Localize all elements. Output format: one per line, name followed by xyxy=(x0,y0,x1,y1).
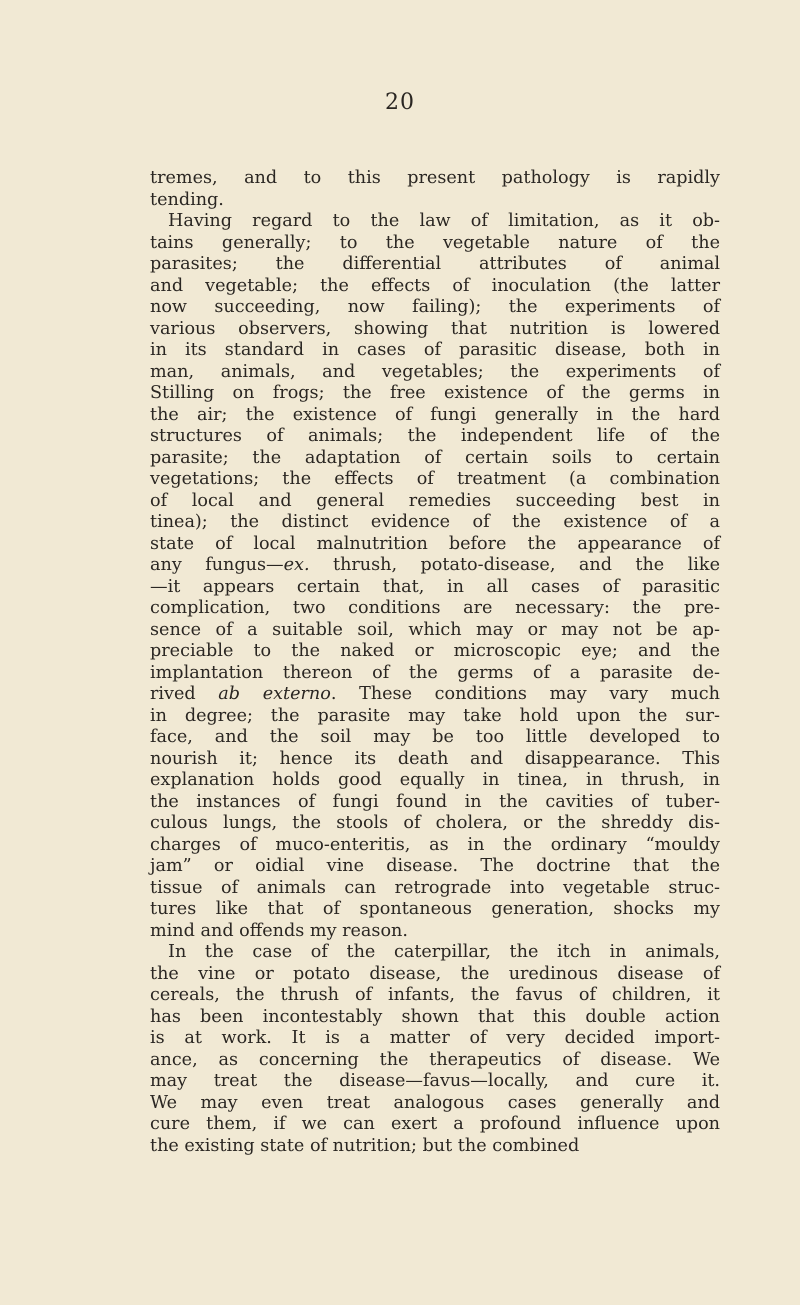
paragraph xyxy=(150,168,720,211)
text-line: face, and the soil may be too little developed to xyxy=(150,727,720,747)
text-line: —it appears certain that, in all cases of parasitic xyxy=(150,576,720,597)
text-line: mind and offends my reason. xyxy=(150,920,408,941)
text-line: the air; the existence of fungi generally in the hard xyxy=(150,404,720,425)
text-line: nourish it; hence its death and disappearance. This xyxy=(150,748,720,769)
text-line: the vine or potato disease, the uredinous disease of xyxy=(150,963,720,984)
text-line: sence of a suitable soil, which may or may not be ap- xyxy=(150,619,720,640)
text-line: charges of muco-enteritis, as in the ordinary “mouldy xyxy=(150,834,720,855)
text-line: various observers, showing that nutrition is lowered xyxy=(150,318,720,339)
page-number: 20 xyxy=(385,90,415,115)
text-line: complication, two conditions are necessary: the pre- xyxy=(150,598,720,618)
text-line: is at work. It is a matter of very decided import- xyxy=(150,1028,720,1048)
text-line: in its standard in cases of parasitic disease, both in xyxy=(150,340,720,360)
text-line: tremes, and to this present pathology is rapidly xyxy=(150,168,720,188)
text-line: preciable to the naked or microscopic eye; and the xyxy=(150,641,720,661)
text-line: cereals, the thrush of infants, the favus of children, it xyxy=(150,985,720,1005)
text-line: Stilling on frogs; the free existence of the germs in xyxy=(150,383,720,403)
paragraph xyxy=(150,942,720,1157)
text-line: parasite; the adaptation of certain soils to certain xyxy=(150,447,720,468)
text-line: jam” or oidial vine disease. The doctrine that the xyxy=(150,856,720,876)
text-line: may treat the disease—favus—locally, and cure it. xyxy=(150,1071,720,1091)
text-line: rived ab externo. These conditions may vary much xyxy=(150,684,720,704)
text-line: In the case of the caterpillar, the itch in animals, xyxy=(168,942,720,962)
text-line: the existing state of nutrition; but the combined xyxy=(150,1135,580,1156)
text-line: implantation thereon of the germs of a parasite de- xyxy=(150,662,720,683)
text-line: tending. xyxy=(150,189,224,210)
text-line: structures of animals; the independent life of the xyxy=(150,426,720,446)
text-line: ance, as concerning the therapeutics of disease. We xyxy=(150,1049,720,1070)
text-line: now succeeding, now failing); the experiments of xyxy=(150,297,720,317)
text-line: tissue of animals can retrograde into vegetable struc- xyxy=(150,877,720,898)
text-line: vegetations; the effects of treatment (a combination xyxy=(150,469,720,489)
body-text xyxy=(150,168,720,1157)
text-line: man, animals, and vegetables; the experiments of xyxy=(150,361,720,382)
text-line: tains generally; to the vegetable nature of the xyxy=(150,232,720,253)
text-line: the instances of fungi found in the cavities of tuber- xyxy=(150,791,720,812)
text-line: tures like that of spontaneous generation, shocks my xyxy=(150,899,720,919)
text-line: of local and general remedies succeeding best in xyxy=(150,490,720,511)
text-line: has been incontestably shown that this double action xyxy=(150,1006,720,1027)
text-line: culous lungs, the stools of cholera, or the shreddy dis- xyxy=(150,813,720,833)
text-line: state of local malnutrition before the appearance of xyxy=(150,533,720,554)
text-line: in degree; the parasite may take hold upon the sur- xyxy=(150,705,720,726)
text-line: any fungus—ex. thrush, potato-disease, and the like xyxy=(150,555,720,575)
paragraph xyxy=(150,211,720,942)
text-line: and vegetable; the effects of inoculation (the latter xyxy=(150,275,720,296)
text-line: tinea); the distinct evidence of the existence of a xyxy=(150,512,720,532)
text-line: cure them, if we can exert a profound influence upon xyxy=(150,1114,720,1134)
text-line: We may even treat analogous cases generally and xyxy=(150,1092,720,1113)
text-line: explanation holds good equally in tinea, in thrush, in xyxy=(150,770,720,790)
text-line: parasites; the differential attributes of animal xyxy=(150,254,720,274)
text-line: Having regard to the law of limitation, as it ob- xyxy=(168,211,720,231)
